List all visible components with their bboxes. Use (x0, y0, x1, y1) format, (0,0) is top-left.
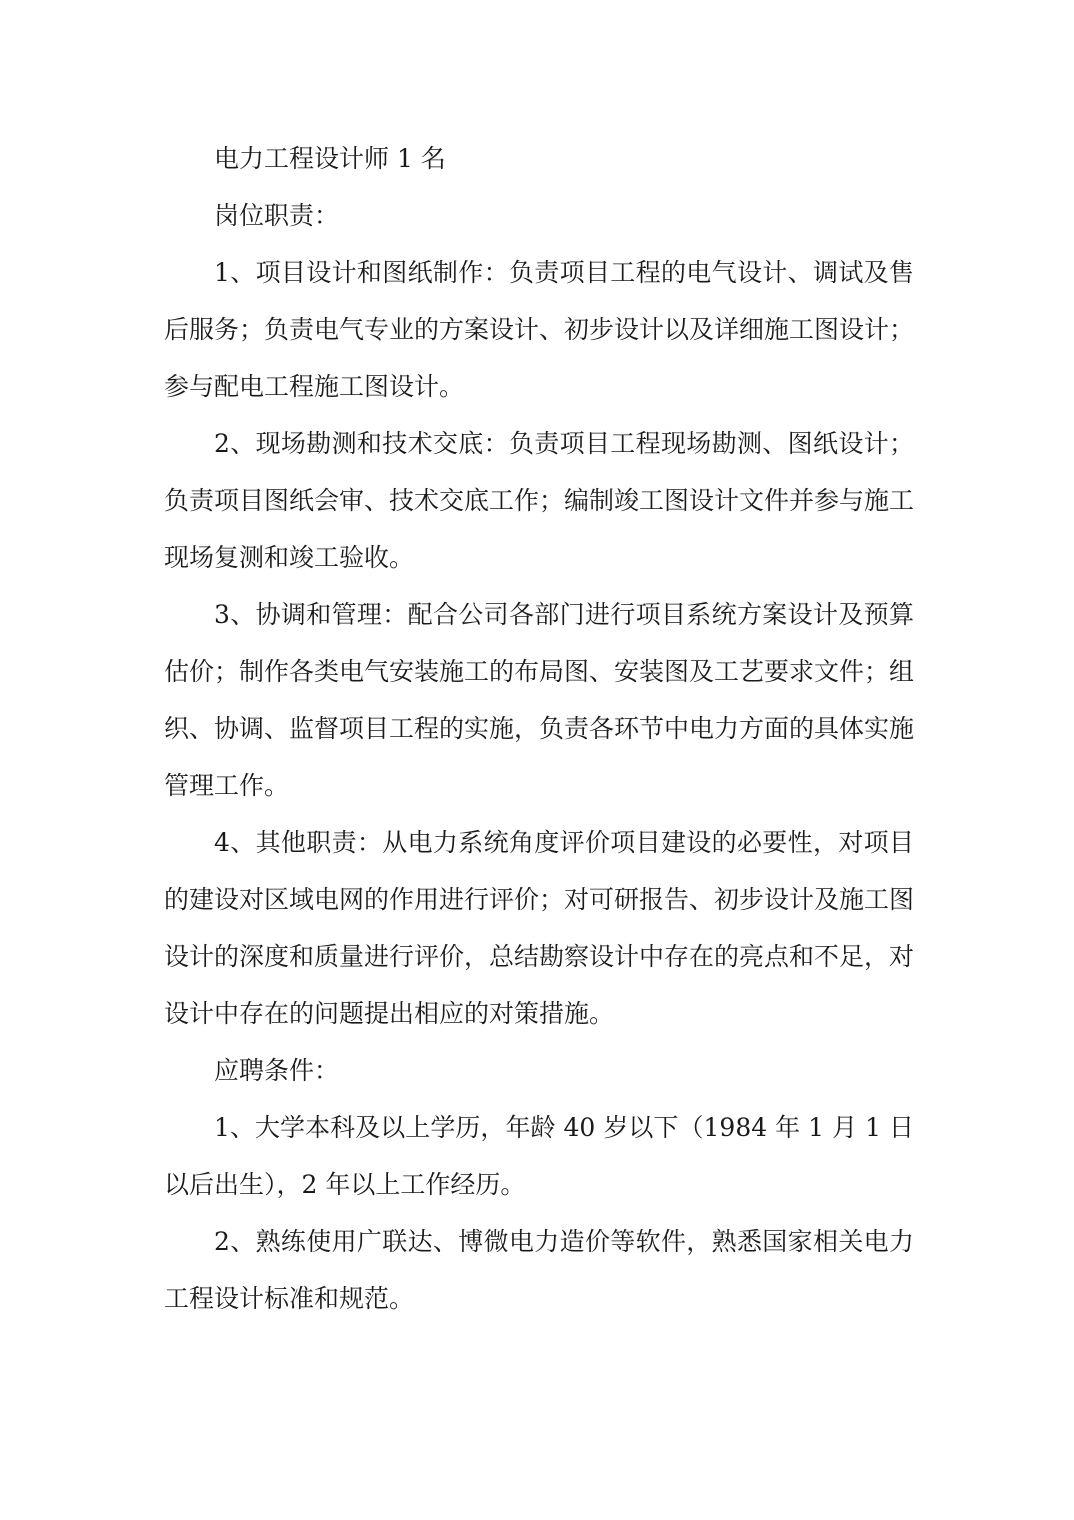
duty-item-2: 2、现场勘测和技术交底：负责项目工程现场勘测、图纸设计；负责项目图纸会审、技术交底工作；编制竣工图设计文件并参与施工现场复测和竣工验收。 (164, 429, 915, 572)
requirement-item-1: 1、大学本科及以上学历，年龄 40 岁以下（1984 年 1 月 1 日以后出生），2 年以上工作经历。 (164, 1113, 914, 1199)
duty-item-4: 4、其他职责：从电力系统角度评价项目建设的必要性，对项目的建设对区域电网的作用进行评价；对可研报告、初步设计及施工图设计的深度和质量进行评价，总结勘察设计中存在的亮点和不足，对设计中存在的问题提出相应的对策措施。 (164, 828, 915, 1028)
position-title: 电力工程设计师 1 名 (214, 144, 446, 173)
duty-item-3: 3、协调和管理：配合公司各部门进行项目系统方案设计及预算估价；制作各类电气安装施工的布局图、安装图及工艺要求文件；组织、协调、监督项目工程的实施，负责各环节中电力方面的具体实施管理工作。 (164, 600, 915, 800)
duty-item-1: 1、项目设计和图纸制作：负责项目工程的电气设计、调试及售后服务；负责电气专业的方案设计、初步设计以及详细施工图设计；参与配电工程施工图设计。 (164, 258, 915, 401)
requirement-item-2: 2、熟练使用广联达、博微电力造价等软件，熟悉国家相关电力工程设计标准和规范。 (164, 1227, 914, 1313)
requirements-heading: 应聘条件： (214, 1056, 340, 1085)
document-page (164, 130, 914, 1327)
duties-heading: 岗位职责： (214, 201, 340, 230)
